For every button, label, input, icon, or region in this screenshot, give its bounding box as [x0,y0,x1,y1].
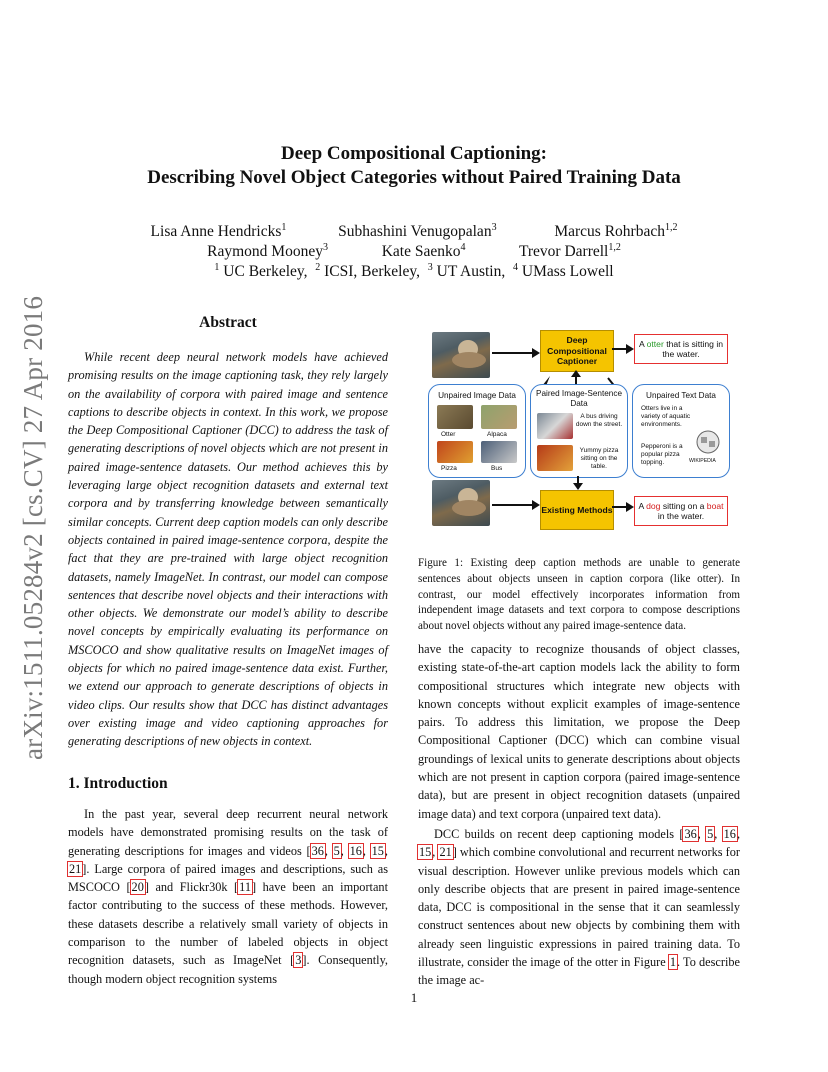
abstract-body [68,348,388,751]
author-name: Lisa Anne Hendricks [150,223,282,241]
affiliation-mark: 1 [214,262,220,273]
title-line-1: Deep Compositional Captioning: [280,143,548,164]
image-label: Bus [491,465,503,472]
citation-link[interactable]: 21 [439,845,452,860]
affiliation-mark: 4 [460,242,466,253]
arrow-icon [568,476,588,490]
author-name: Subhashini Venugopalan [338,223,492,241]
author-name: Trevor Darrell [518,243,609,261]
author-name: Marcus Rohrbach [554,223,665,241]
citation-link[interactable]: 5 [333,843,340,858]
affiliation-mark: 1 [281,222,287,233]
intro-left-column [68,805,388,988]
existing-methods-box: Existing Methods [540,490,614,530]
figure-caption: Figure 1: Existing deep caption methods are unable to generate sentences about objects unseen in caption corpora (like otter). In contrast, our model effectively incorporates information from independent image datasets and text corpora to compose descriptions about novel objects without any paired image-sentence data. [418,557,740,633]
unpaired-image-panel [428,384,526,478]
affiliation-mark: 4 [513,262,518,273]
citation-link[interactable]: 16 [349,843,362,858]
pizza-photo [537,445,573,471]
affiliation: UMass Lowell [521,263,614,281]
dcc-output-sentence: A otter that is sitting in the water. [634,334,728,364]
author-name: Raymond Mooney [207,243,323,261]
arrow-icon [492,498,540,512]
citation-link[interactable]: 15 [371,843,384,858]
arrow-icon [612,500,634,514]
citation-link[interactable]: 36 [311,843,324,858]
figure-1 [428,318,740,532]
otter-photo [432,480,490,526]
citation-link[interactable]: 20 [131,880,144,895]
image-label: Pizza [441,465,457,472]
image-label: Otter [441,431,456,438]
dcc-box: Deep Compositional Captioner [540,330,614,372]
citation-link[interactable]: 5 [707,826,714,841]
citation-link[interactable]: 11 [239,880,251,895]
affiliation: UC Berkeley, [223,263,308,281]
intro-paragraph-1: In the past year, several deep recurrent neural network models have demonstrated promising results on the task of generating descriptions for images and videos [36, 5, 16, 15, 21]. Large corpora of paired images and descriptions, such as MSCOCO [20] and Flickr30k [11] have been an important factor contributing to the success of these methods. However, these datasets describe a relatively small variety of objects in comparison to the number of labeled objects in object recognition datasets, such as ImageNet [3]. Consequently, though modern object recognition systems [68,807,388,986]
arrow-icon [492,346,540,360]
text-snippet: Pepperoni is a popular pizza topping. [641,443,683,466]
page-number: 1 [410,990,418,1005]
author-name: Kate Saenko [381,243,461,261]
intro-paragraph-2: have the capacity to recognize thousands of object classes, existing state-of-the-art caption models lack the ability to form compositional structures which integrate new objects with known concepts without explicit examples of image-sentence pairs. To address this limitation, we propose the Deep Compositional Captioner (DCC) which can combine visual groundings of lexical units to generate descriptions about objects which are not present in caption corpora (paired image-sentence data), but are present in object recognition datasets (unpaired image data) and text corpora (unpaired text data). [418,642,740,821]
otter-photo [432,332,490,378]
citation-link[interactable]: 3 [295,953,302,968]
affiliation: UT Austin, [436,263,506,281]
intro-right-column [418,640,740,990]
wikipedia-globe-icon [695,429,721,455]
abstract-heading: Abstract [199,314,257,331]
intro-paragraph-3: DCC builds on recent deep captioning models [36, 5, 16, 15, 21] which combine convolutional and recurrent networks for visual description. However unlike previous models which can only describe objects that are present in paired image-sentence data, DCC is compositional in the sense that it can seamlessly construct sentences about new objects by combining them with already seen linguistic expressions in paired training data. To illustrate, consider the image of the otter in Figure 1. To describe the image ac- [418,826,741,988]
panel-title: Unpaired Image Data [438,391,516,400]
paired-sentence: A bus driving down the street. [575,413,623,428]
image-label: Alpaca [487,431,507,438]
alpaca-thumbnail [481,405,517,429]
paired-data-panel [530,384,628,478]
panel-title: Unpaired Text Data [646,391,716,400]
affiliation: ICSI, Berkeley, [324,263,420,281]
arxiv-stamp: arXiv:1511.05284v2 [cs.CV] 27 Apr 2016 [18,295,48,760]
paired-sentence: Yummy pizza sitting on the table. [579,447,619,470]
affiliation-mark: 2 [315,262,321,273]
paper-title [0,142,828,190]
pizza-thumbnail [437,441,473,463]
bus-thumbnail [481,441,517,463]
affiliation-mark: 3 [491,222,497,233]
abstract-text: While recent deep neural network models have achieved promising results on the image captioning task, they rely largely on the availability of corpora with paired image and sentence captions to describe objects in context. In this work, we propose the Deep Compositional Captioner (DCC) to address the task of generating descriptions of novel objects which are not present in paired image-sentence datasets. Our method achieves this by leveraging large object recognition datasets and external text corpora and by transferring knowledge between semantically similar concepts. Current deep caption models can only describe objects contained in paired image-sentence corpora, despite the fact that they are pre-trained with large object recognition datasets, namely ImageNet. In contrast, our model can compose sentences that describe novel objects and their interactions with other objects. We demonstrate our model’s ability to describe novel concepts by empirically evaluating its performance on MSCOCO and show qualitative results on ImageNet images of objects for which no paired image-sentence data exist. Further, we extend our approach to generate descriptions of objects in video clips. Our results show that DCC has distinct advantages over existing image and video captioning approaches for generating descriptions of new objects in context. [68,350,388,749]
text-snippet: Otters live in a variety of aquatic environments. [641,405,691,428]
citation-link[interactable]: 15 [419,845,432,860]
wikipedia-label: WIKIPEDIA [689,458,716,464]
panel-title: Paired Image-Sentence Data [535,389,623,408]
affiliation-mark: 1,2 [664,222,678,233]
otter-thumbnail [437,405,473,429]
affiliation-mark: 3 [322,242,328,253]
arrow-icon [612,342,634,356]
bus-photo [537,413,573,439]
unpaired-text-panel [632,384,730,478]
title-line-2: Describing Novel Object Categories without Paired Training Data [147,167,681,188]
citation-link[interactable]: 16 [723,826,736,841]
citation-link[interactable]: 21 [69,861,82,876]
affiliation-mark: 1,2 [608,242,621,253]
existing-output-sentence: A dog sitting on a boat in the water. [634,496,728,526]
figure-link[interactable]: 1 [669,955,677,970]
affiliation-mark: 3 [427,262,433,273]
affiliations [0,258,828,282]
citation-link[interactable]: 36 [684,826,697,841]
intro-heading: 1. Introduction [68,775,168,792]
